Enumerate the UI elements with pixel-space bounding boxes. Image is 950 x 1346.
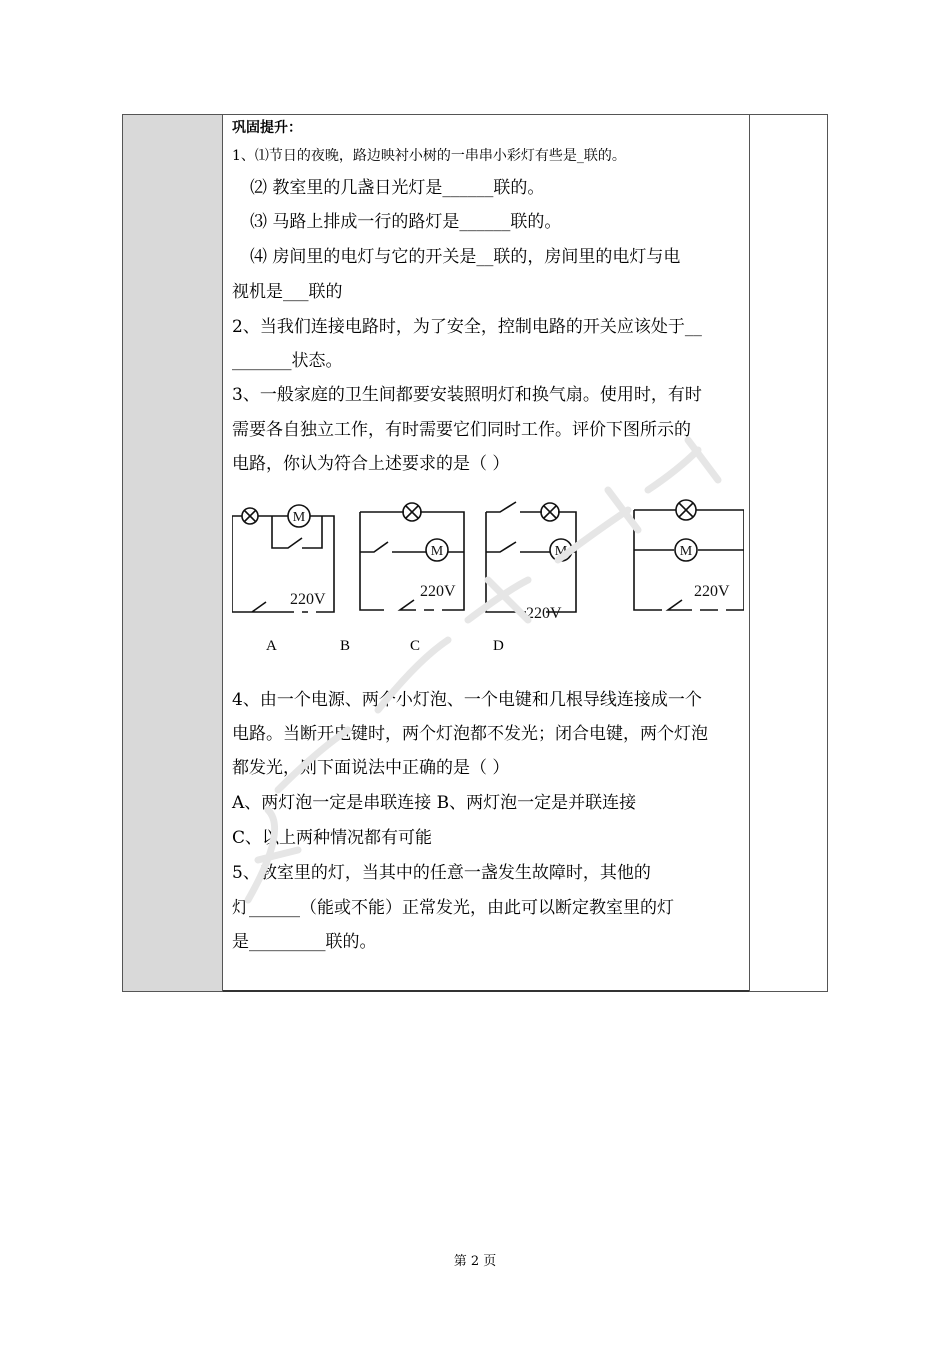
circuit-label-d: D [493,638,504,654]
question-2: 2、当我们连接电路时，为了安全，控制电路的开关应该处于__ [232,317,702,337]
question-3: 3、一般家庭的卫生间都要安装照明灯和换气扇。使用时，有时 [232,385,702,405]
question-3-cont: 需要各自独立工作，有时需要它们同时工作。评价下图所示的 [232,420,691,440]
circuit-b [360,503,464,610]
voltage-label-c: 220V [526,605,562,622]
circuit-label-a: A [266,638,277,654]
question-2-cont: _______状态。 [232,351,343,371]
question-5-cont-2: 是_________联的。 [232,932,377,952]
motor-label-a: M [292,510,306,525]
motor-label-c: M [554,544,568,559]
question-1-part-2: ⑵ 教室里的几盏日光灯是______联的。 [250,178,545,198]
circuit-c [486,502,576,622]
question-4-cont: 电路。当断开电键时，两个灯泡都不发光；闭合电键，两个灯泡 [232,724,708,744]
question-4-options-ab: A、两灯泡一定是串联连接 B、两灯泡一定是并联连接 [232,793,637,813]
question-5: 5、教室里的灯，当其中的任意一盏发生故障时，其他的 [232,863,651,883]
circuit-label-b: B [340,638,351,654]
question-4-option-c: C、以上两种情况都有可能 [232,828,433,848]
circuit-d [634,500,744,610]
motor-label-d: M [679,544,693,559]
voltage-label-b: 220V [420,583,456,600]
table-left-column [123,115,223,991]
question-1-part-4-cont: 视机是___联的 [232,282,343,302]
section-title: 巩固提升： [232,120,302,136]
question-5-cont: 灯______（能或不能）正常发光，由此可以断定教室里的灯 [232,898,674,918]
circuit-label-c: C [410,638,421,654]
voltage-label-d: 220V [694,583,730,600]
circuit-diagrams [232,492,744,622]
motor-label-b: M [430,544,444,559]
question-4: 4、由一个电源、两个小灯泡、一个电键和几根导线连接成一个 [232,690,702,710]
question-1-part-3: ⑶ 马路上排成一行的路灯是______联的。 [250,212,562,232]
table-right-column [749,115,827,991]
page-number: 第 2 页 [453,1254,497,1269]
table-bottom-border [223,990,749,992]
question-4-cont-2: 都发光，则下面说法中正确的是（ ） [232,758,510,778]
question-1-part-4: ⑷ 房间里的电灯与它的开关是__联的，房间里的电灯与电 [250,247,681,267]
question-1-part-1: 1、⑴节日的夜晚，路边映衬小树的一串串小彩灯有些是_联的。 [232,148,626,164]
voltage-label-a: 220V [290,591,326,608]
question-3-cont-2: 电路，你认为符合上述要求的是（ ） [232,454,510,474]
circuit-a [232,505,334,612]
